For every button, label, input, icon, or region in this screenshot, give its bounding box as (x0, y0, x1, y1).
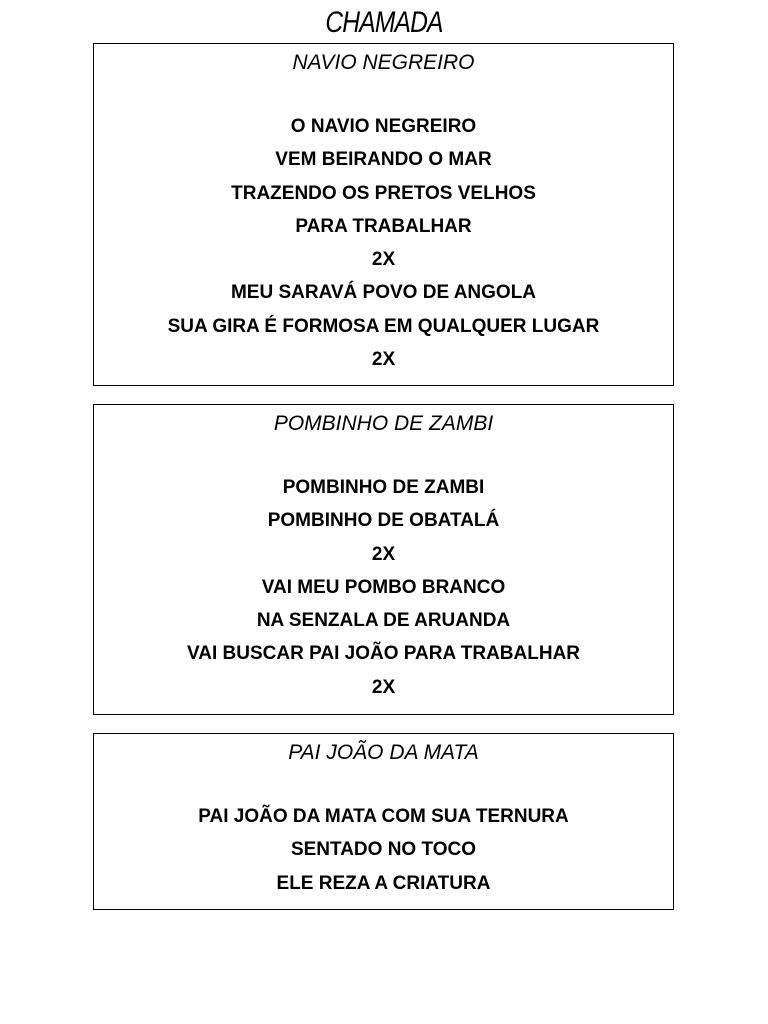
repeat-marker: 2X (371, 543, 396, 565)
song-lyrics (94, 110, 673, 376)
song-box-pombinho-de-zambi (93, 404, 674, 715)
lyric-line: PARA TRABALHAR (295, 215, 472, 237)
lyric-line: O NAVIO NEGREIRO (290, 116, 477, 137)
repeat-marker: 2X (371, 676, 396, 698)
lyric-line: SENTADO NO TOCO (290, 839, 477, 861)
lyric-line: VEM BEIRANDO O MAR (275, 149, 492, 171)
lyric-line: NA SENZALA DE ARUANDA (256, 610, 511, 632)
lyric-line: VAI BUSCAR PAI JOÃO PARA TRABALHAR (186, 643, 581, 665)
repeat-marker: 2X (371, 249, 396, 271)
lyric-line: POMBINHO DE OBATALÁ (267, 510, 500, 532)
repeat-marker: 2X (371, 349, 396, 371)
song-lyrics (94, 800, 673, 900)
lyric-line: ELE REZA A CRIATURA (276, 872, 491, 894)
song-box-pai-joao-da-mata (93, 733, 674, 910)
page-title: CHAMADA (325, 6, 443, 39)
song-box-navio-negreiro (93, 43, 674, 386)
song-title: NAVIO NEGREIRO (292, 51, 475, 74)
lyric-line: TRAZENDO OS PRETOS VELHOS (231, 182, 536, 204)
lyric-line: VAI MEU POMBO BRANCO (261, 576, 506, 598)
song-title: PAI JOÃO DA MATA (288, 741, 479, 764)
song-title: POMBINHO DE ZAMBI (273, 412, 494, 435)
song-lyrics (94, 471, 673, 704)
lyric-line: MEU SARAVÁ POVO DE ANGOLA (230, 282, 537, 304)
lyric-line: SUA GIRA É FORMOSA EM QUALQUER LUGAR (167, 315, 600, 337)
lyric-line: POMBINHO DE ZAMBI (282, 477, 485, 498)
lyric-line: PAI JOÃO DA MATA COM SUA TERNURA (198, 806, 569, 827)
